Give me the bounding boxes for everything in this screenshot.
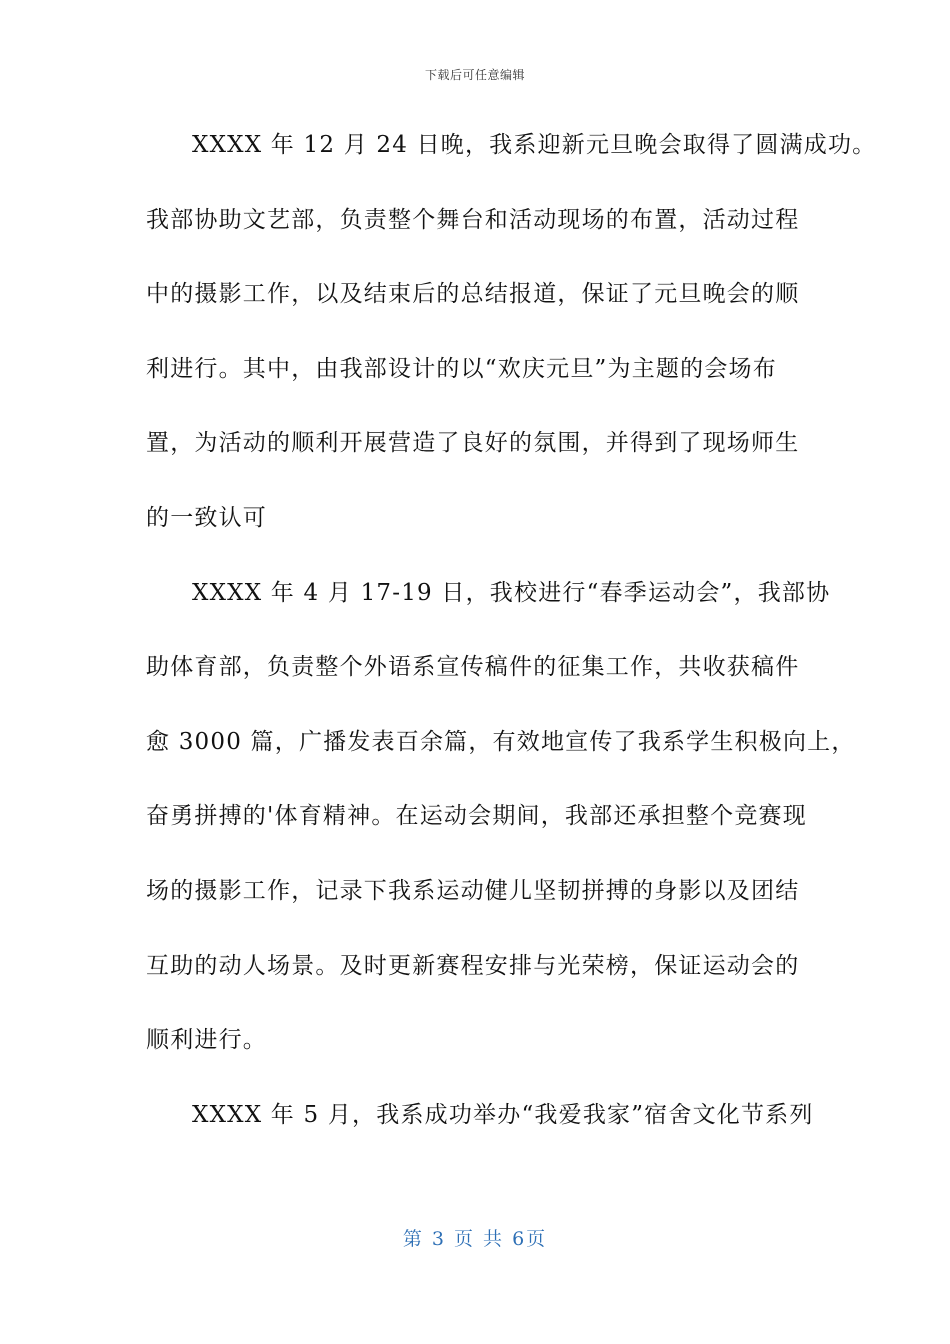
text-line: 顺利进行。 (146, 1027, 267, 1054)
text-line: 的一致认可 (146, 504, 267, 531)
text-line: 愈 3000 篇，广播发表百余篇，有效地宣传了我系学生积极向上， (146, 728, 856, 755)
text-line: XXXX 年 5 月，我系成功举办“我爱我家”宿舍文化节系列 (192, 1101, 814, 1128)
text-line: 置，为活动的顺利开展营造了良好的氛围，并得到了现场师生 (146, 430, 800, 457)
text-line: 我部协助文艺部，负责整个舞台和活动现场的布置，活动过程 (146, 206, 800, 233)
text-line: 利进行。其中，由我部设计的以“欢庆元旦”为主题的会场布 (146, 355, 777, 382)
text-line: XXXX 年 4 月 17-19 日，我校进行“春季运动会”，我部协 (192, 579, 831, 606)
text-line: 场的摄影工作，记录下我系运动健儿坚韧拼搏的身影以及团结 (146, 877, 800, 904)
text-line: 互助的动人场景。及时更新赛程安排与光荣榜，保证运动会的 (146, 952, 800, 979)
text-line: XXXX 年 12 月 24 日晚，我系迎新元旦晚会取得了圆满成功。 (192, 132, 877, 158)
text-line: 助体育部，负责整个外语系宣传稿件的征集工作，共收获稿件 (146, 654, 800, 681)
text-line: 奋勇拼搏的'体育精神。在运动会期间，我部还承担整个竞赛现 (146, 803, 807, 830)
document-body (146, 120, 877, 1164)
text-line: 中的摄影工作，以及结束后的总结报道，保证了元旦晚会的顺 (146, 281, 800, 308)
page-number-footer: 第 3 页 共 6页 (402, 1228, 548, 1250)
page-header: 下载后可任意编辑 (424, 68, 525, 82)
